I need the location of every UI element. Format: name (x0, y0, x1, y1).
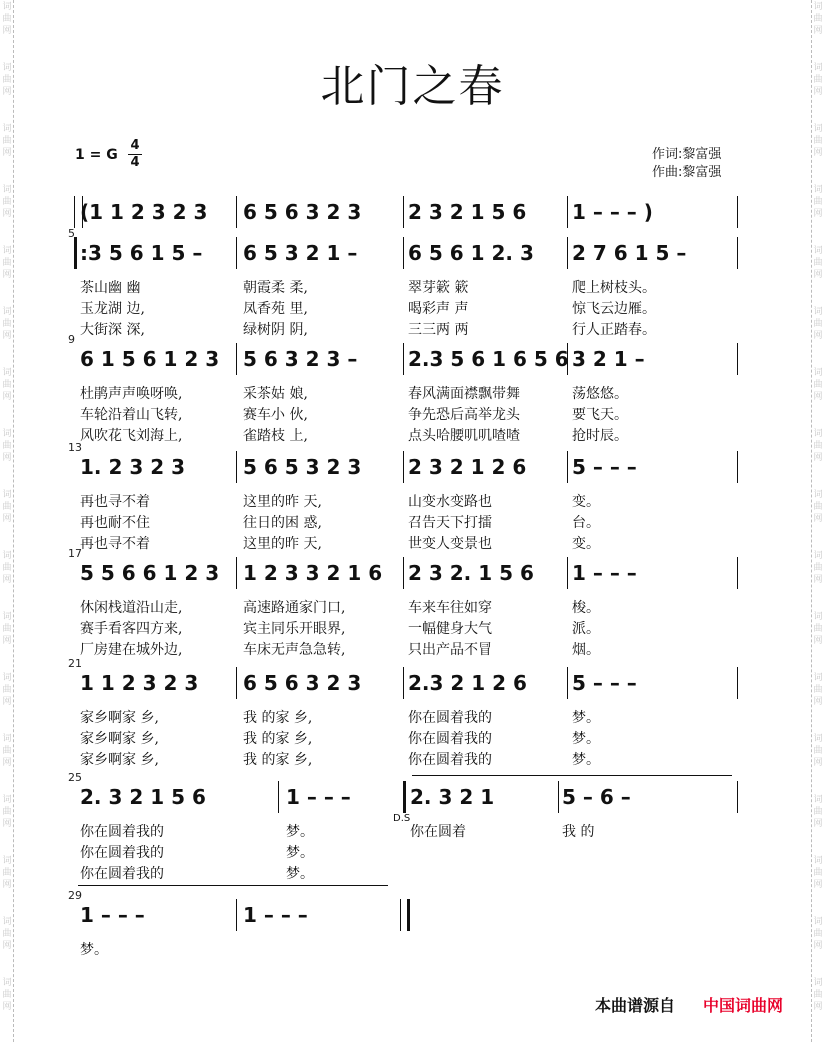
watermark-char: 词 (2, 63, 12, 73)
lyric: 风吹花飞刘海上, (80, 428, 183, 444)
barline (558, 781, 559, 813)
watermark-char: 曲 (2, 75, 12, 85)
watermark-char: 网 (2, 758, 12, 768)
lyric: 点头哈腰叽叽喳喳 (408, 428, 520, 444)
watermark-char: 网 (813, 819, 823, 829)
lyric: 你在圆着我的 (408, 731, 492, 747)
lyric: 我 的 (562, 824, 595, 840)
lyric: 召告天下打擂 (408, 515, 492, 531)
watermark-char: 词 (813, 490, 823, 500)
lyric: 山变水变路也 (408, 494, 492, 510)
barline (737, 237, 738, 269)
barline (236, 899, 237, 931)
lyric: 这里的昨 天, (243, 536, 322, 552)
lyric: 抢时辰。 (572, 428, 628, 444)
lyric: 玉龙湖 边, (80, 301, 145, 317)
watermark-char: 网 (813, 514, 823, 524)
watermark-char: 曲 (813, 563, 823, 573)
barline (236, 196, 237, 228)
watermark-char: 曲 (813, 929, 823, 939)
watermark-char: 曲 (2, 136, 12, 146)
watermark-char: 曲 (2, 746, 12, 756)
watermark-char: 曲 (813, 14, 823, 24)
lyric: 烟。 (572, 642, 600, 658)
lyric: 梦。 (572, 752, 600, 768)
watermark-char: 曲 (2, 990, 12, 1000)
measure-notes: 2 3 2 1 2 6 (408, 455, 527, 479)
source-label: 本曲谱源自 (595, 996, 676, 1015)
barline (403, 667, 404, 699)
lyric: 高速路通家门口, (243, 600, 346, 616)
lyric: 这里的昨 天, (243, 494, 322, 510)
measure-number: 21 (68, 657, 82, 670)
watermark-char: 网 (2, 697, 12, 707)
lyric: 梦。 (572, 731, 600, 747)
barline (403, 557, 404, 589)
ds-mark: D.S (393, 813, 411, 824)
key-signature: 1 = G (75, 147, 118, 163)
measure-notes: 1 2 3 3 2 1 6 (243, 561, 383, 585)
watermark-char: 词 (813, 551, 823, 561)
measure-number: 5 (68, 227, 75, 240)
lyric: 车床无声急急转, (243, 642, 346, 658)
lyric: 三三两 两 (408, 322, 469, 338)
watermark-char: 词 (2, 978, 12, 988)
measure-number: 17 (68, 547, 82, 560)
barline (403, 451, 404, 483)
barline (567, 343, 568, 375)
watermark-char: 词 (2, 673, 12, 683)
lyric: 翠芽簌 簌 (408, 280, 469, 296)
lyric: 大街深 深, (80, 322, 145, 338)
lyricist-credit: 作词:黎富强 (652, 147, 722, 162)
repeat-barline (74, 237, 77, 269)
meter-top: 4 (130, 138, 140, 153)
watermark-char: 网 (2, 819, 12, 829)
barline (403, 781, 406, 813)
lyric: 我 的家 乡, (243, 752, 313, 768)
barline (236, 557, 237, 589)
watermark-char: 网 (813, 1002, 823, 1012)
lyric: 绿树阴 阴, (243, 322, 308, 338)
lyric: 只出产品不冒 (408, 642, 492, 658)
measure-notes: 2 3 2. 1 5 6 (408, 561, 534, 585)
barline (82, 196, 83, 228)
watermark-char: 网 (813, 148, 823, 158)
lyric: 派。 (572, 621, 600, 637)
measure-notes: 1 – – – (286, 785, 351, 809)
barline (567, 451, 568, 483)
watermark-char: 网 (2, 270, 12, 280)
watermark-char: 词 (813, 185, 823, 195)
watermark-char: 曲 (813, 441, 823, 451)
lyric: 春风满面襟飘带舞 (408, 386, 520, 402)
meter-bottom: 4 (130, 155, 140, 170)
watermark-char: 词 (2, 795, 12, 805)
watermark-char: 曲 (813, 258, 823, 268)
watermark-char: 网 (813, 87, 823, 97)
watermark-char: 网 (2, 636, 12, 646)
barline (236, 667, 237, 699)
barline (407, 899, 410, 931)
watermark-char: 网 (813, 880, 823, 890)
lyric: 赛车小 伙, (243, 407, 308, 423)
measure-notes: 2.3 2 1 2 6 (408, 671, 527, 695)
watermark-char: 网 (2, 941, 12, 951)
watermark-char: 词 (813, 612, 823, 622)
measure-notes: 2. 3 2 1 (410, 785, 495, 809)
watermark-char: 曲 (2, 380, 12, 390)
watermark-char: 曲 (2, 319, 12, 329)
lyric: 一幅健身大气 (408, 621, 492, 637)
watermark-char: 网 (813, 331, 823, 341)
watermark-char: 网 (813, 270, 823, 280)
watermark-char: 词 (2, 124, 12, 134)
watermark-char: 曲 (2, 563, 12, 573)
lyric: 变。 (572, 494, 600, 510)
measure-notes: 1 1 2 3 2 3 (80, 671, 199, 695)
lyric: 争先恐后高举龙头 (408, 407, 520, 423)
lyric: 惊飞云边雁。 (572, 301, 656, 317)
watermark-char: 网 (2, 392, 12, 402)
measure-notes: 5 – – – (572, 671, 637, 695)
barline (737, 451, 738, 483)
lyric: 再也寻不着 (80, 536, 150, 552)
watermark-char: 词 (2, 307, 12, 317)
watermark-char: 词 (813, 124, 823, 134)
measure-number: 9 (68, 333, 75, 346)
watermark-char: 网 (813, 26, 823, 36)
lyric: 爬上树枝头。 (572, 280, 656, 296)
watermark-char: 词 (2, 490, 12, 500)
barline (567, 237, 568, 269)
source-name: 中国词曲网 (703, 996, 784, 1015)
measure-number: 25 (68, 771, 82, 784)
watermark-char: 网 (813, 941, 823, 951)
lyric: 茶山幽 幽 (80, 280, 141, 296)
barline (737, 667, 738, 699)
watermark-char: 词 (813, 368, 823, 378)
watermark-char: 曲 (813, 136, 823, 146)
barline (737, 781, 738, 813)
watermark-char: 网 (813, 575, 823, 585)
lyric: 赛手看客四方来, (80, 621, 183, 637)
watermark-char: 网 (2, 1002, 12, 1012)
measure-notes: 1. 2 3 2 3 (80, 455, 186, 479)
measure-number: 29 (68, 889, 82, 902)
watermark-char: 曲 (813, 624, 823, 634)
lyric: 台。 (572, 515, 600, 531)
lyric: 家乡啊家 乡, (80, 710, 159, 726)
watermark-char: 词 (813, 795, 823, 805)
composer-credit: 作曲:黎富强 (652, 165, 722, 180)
measure-notes: (1 1 2 3 2 3 (80, 200, 208, 224)
watermark-char: 曲 (813, 380, 823, 390)
watermark-char: 词 (813, 673, 823, 683)
watermark-char: 网 (2, 26, 12, 36)
measure-notes: 5 – – – (572, 455, 637, 479)
barline (236, 343, 237, 375)
watermark-char: 网 (2, 880, 12, 890)
lyric: 世变人变景也 (408, 536, 492, 552)
lyric: 采茶姑 娘, (243, 386, 308, 402)
measure-notes: 2 7 6 1 5 – (572, 241, 687, 265)
lyric: 你在圆着我的 (408, 710, 492, 726)
watermark-char: 曲 (813, 75, 823, 85)
watermark-char: 曲 (813, 502, 823, 512)
watermark-char: 曲 (2, 197, 12, 207)
watermark-char: 词 (813, 246, 823, 256)
watermark-char: 词 (2, 856, 12, 866)
measure-notes: 6 5 6 3 2 3 (243, 671, 362, 695)
watermark-char: 网 (813, 636, 823, 646)
watermark-char: 网 (813, 758, 823, 768)
watermark-char: 网 (813, 392, 823, 402)
watermark-char: 词 (813, 307, 823, 317)
barline (74, 196, 75, 228)
measure-notes: 2. 3 2 1 5 6 (80, 785, 206, 809)
watermark-char: 词 (813, 856, 823, 866)
barline (278, 781, 279, 813)
watermark-char: 词 (813, 2, 823, 12)
lyric: 要飞天。 (572, 407, 628, 423)
measure-notes: 5 5 6 6 1 2 3 (80, 561, 220, 585)
lyric: 梦。 (572, 710, 600, 726)
watermark-char: 词 (813, 63, 823, 73)
lyric: 杜鹃声声唤呀唤, (80, 386, 183, 402)
watermark-char: 词 (2, 2, 12, 12)
barline (403, 343, 404, 375)
lyric: 你在圆着我的 (80, 866, 164, 882)
lyric: 梦。 (286, 845, 314, 861)
lyric: 你在圆着 (410, 824, 466, 840)
barline (403, 196, 404, 228)
barline (567, 557, 568, 589)
measure-notes: 1 – – – ) (572, 200, 653, 224)
watermark-char: 词 (2, 551, 12, 561)
lyric: 家乡啊家 乡, (80, 731, 159, 747)
lyric: 行人正踏春。 (572, 322, 656, 338)
barline (567, 196, 568, 228)
watermark-char: 曲 (2, 258, 12, 268)
watermark-char: 词 (2, 368, 12, 378)
watermark-char: 曲 (2, 685, 12, 695)
measure-notes: 2 3 2 1 5 6 (408, 200, 527, 224)
watermark-char: 曲 (2, 868, 12, 878)
lyric: 喝彩声 声 (408, 301, 469, 317)
lyric: 家乡啊家 乡, (80, 752, 159, 768)
watermark-char: 曲 (813, 685, 823, 695)
measure-notes: 6 5 6 1 2. 3 (408, 241, 534, 265)
watermark-char: 曲 (2, 624, 12, 634)
measure-notes: 6 5 3 2 1 – (243, 241, 358, 265)
watermark-char: 网 (2, 331, 12, 341)
watermark-char: 网 (2, 87, 12, 97)
watermark-char: 曲 (813, 197, 823, 207)
lyric: 车来车往如穿 (408, 600, 492, 616)
barline (403, 237, 404, 269)
lyric: 变。 (572, 536, 600, 552)
watermark-char: 网 (813, 697, 823, 707)
watermark-char: 词 (2, 734, 12, 744)
slur (412, 775, 732, 776)
watermark-char: 词 (2, 917, 12, 927)
barline (236, 451, 237, 483)
watermark-char: 曲 (2, 502, 12, 512)
measure-notes: 5 6 5 3 2 3 (243, 455, 362, 479)
watermark-char: 词 (813, 917, 823, 927)
barline (737, 343, 738, 375)
watermark-char: 网 (2, 453, 12, 463)
lyric: 荡悠悠。 (572, 386, 628, 402)
measure-number: 13 (68, 441, 82, 454)
measure-notes: 1 – – – (243, 903, 308, 927)
lyric: 朝霞柔 柔, (243, 280, 308, 296)
lyric: 再也耐不住 (80, 515, 150, 531)
lyric: 厂房建在城外边, (80, 642, 183, 658)
watermark-char: 曲 (813, 868, 823, 878)
lyric: 你在圆着我的 (80, 845, 164, 861)
lyric: 梦。 (286, 866, 314, 882)
lyric: 车轮沿着山飞转, (80, 407, 183, 423)
measure-notes: 1 – – – (80, 903, 145, 927)
watermark-char: 网 (2, 209, 12, 219)
page-title: 北门之春 (320, 61, 505, 112)
measure-notes: 3 2 1 – (572, 347, 645, 371)
watermark-char: 曲 (813, 807, 823, 817)
lyric: 我 的家 乡, (243, 731, 313, 747)
measure-notes: 1 – – – (572, 561, 637, 585)
watermark-char: 曲 (813, 319, 823, 329)
measure-notes: 6 1 5 6 1 2 3 (80, 347, 220, 371)
watermark-char: 网 (2, 148, 12, 158)
lyric: 你在圆着我的 (80, 824, 164, 840)
slur (78, 885, 388, 886)
watermark-char: 网 (2, 514, 12, 524)
lyric: 梦。 (80, 942, 108, 958)
watermark-char: 曲 (813, 990, 823, 1000)
barline (737, 557, 738, 589)
measure-notes: 6 5 6 3 2 3 (243, 200, 362, 224)
watermark-char: 网 (813, 209, 823, 219)
lyric: 我 的家 乡, (243, 710, 313, 726)
watermark-char: 词 (2, 429, 12, 439)
barline (236, 237, 237, 269)
watermark-char: 曲 (2, 14, 12, 24)
lyric: 梦。 (286, 824, 314, 840)
watermark-char: 网 (813, 453, 823, 463)
measure-notes: :3 5 6 1 5 – (80, 241, 203, 265)
lyric: 梭。 (572, 600, 600, 616)
measure-notes: 5 6 3 2 3 – (243, 347, 358, 371)
lyric: 再也寻不着 (80, 494, 150, 510)
measure-notes: 5 – 6 – (562, 785, 631, 809)
barline (400, 899, 401, 931)
lyric: 往日的困 惑, (243, 515, 322, 531)
watermark-char: 曲 (2, 929, 12, 939)
barline (567, 667, 568, 699)
measure-notes: 2.3 5 6 1 6 5 6 (408, 347, 569, 371)
watermark-char: 词 (813, 429, 823, 439)
watermark-char: 词 (2, 612, 12, 622)
watermark-char: 曲 (813, 746, 823, 756)
lyric: 雀踏枝 上, (243, 428, 308, 444)
watermark-char: 词 (813, 978, 823, 988)
watermark-char: 词 (2, 185, 12, 195)
watermark-char: 网 (2, 575, 12, 585)
barline (737, 196, 738, 228)
watermark-char: 曲 (2, 441, 12, 451)
watermark-char: 曲 (2, 807, 12, 817)
lyric: 你在圆着我的 (408, 752, 492, 768)
lyric: 凤香苑 里, (243, 301, 308, 317)
lyric: 宾主同乐开眼界, (243, 621, 346, 637)
watermark-char: 词 (2, 246, 12, 256)
watermark-char: 词 (813, 734, 823, 744)
lyric: 休闲栈道沿山走, (80, 600, 183, 616)
